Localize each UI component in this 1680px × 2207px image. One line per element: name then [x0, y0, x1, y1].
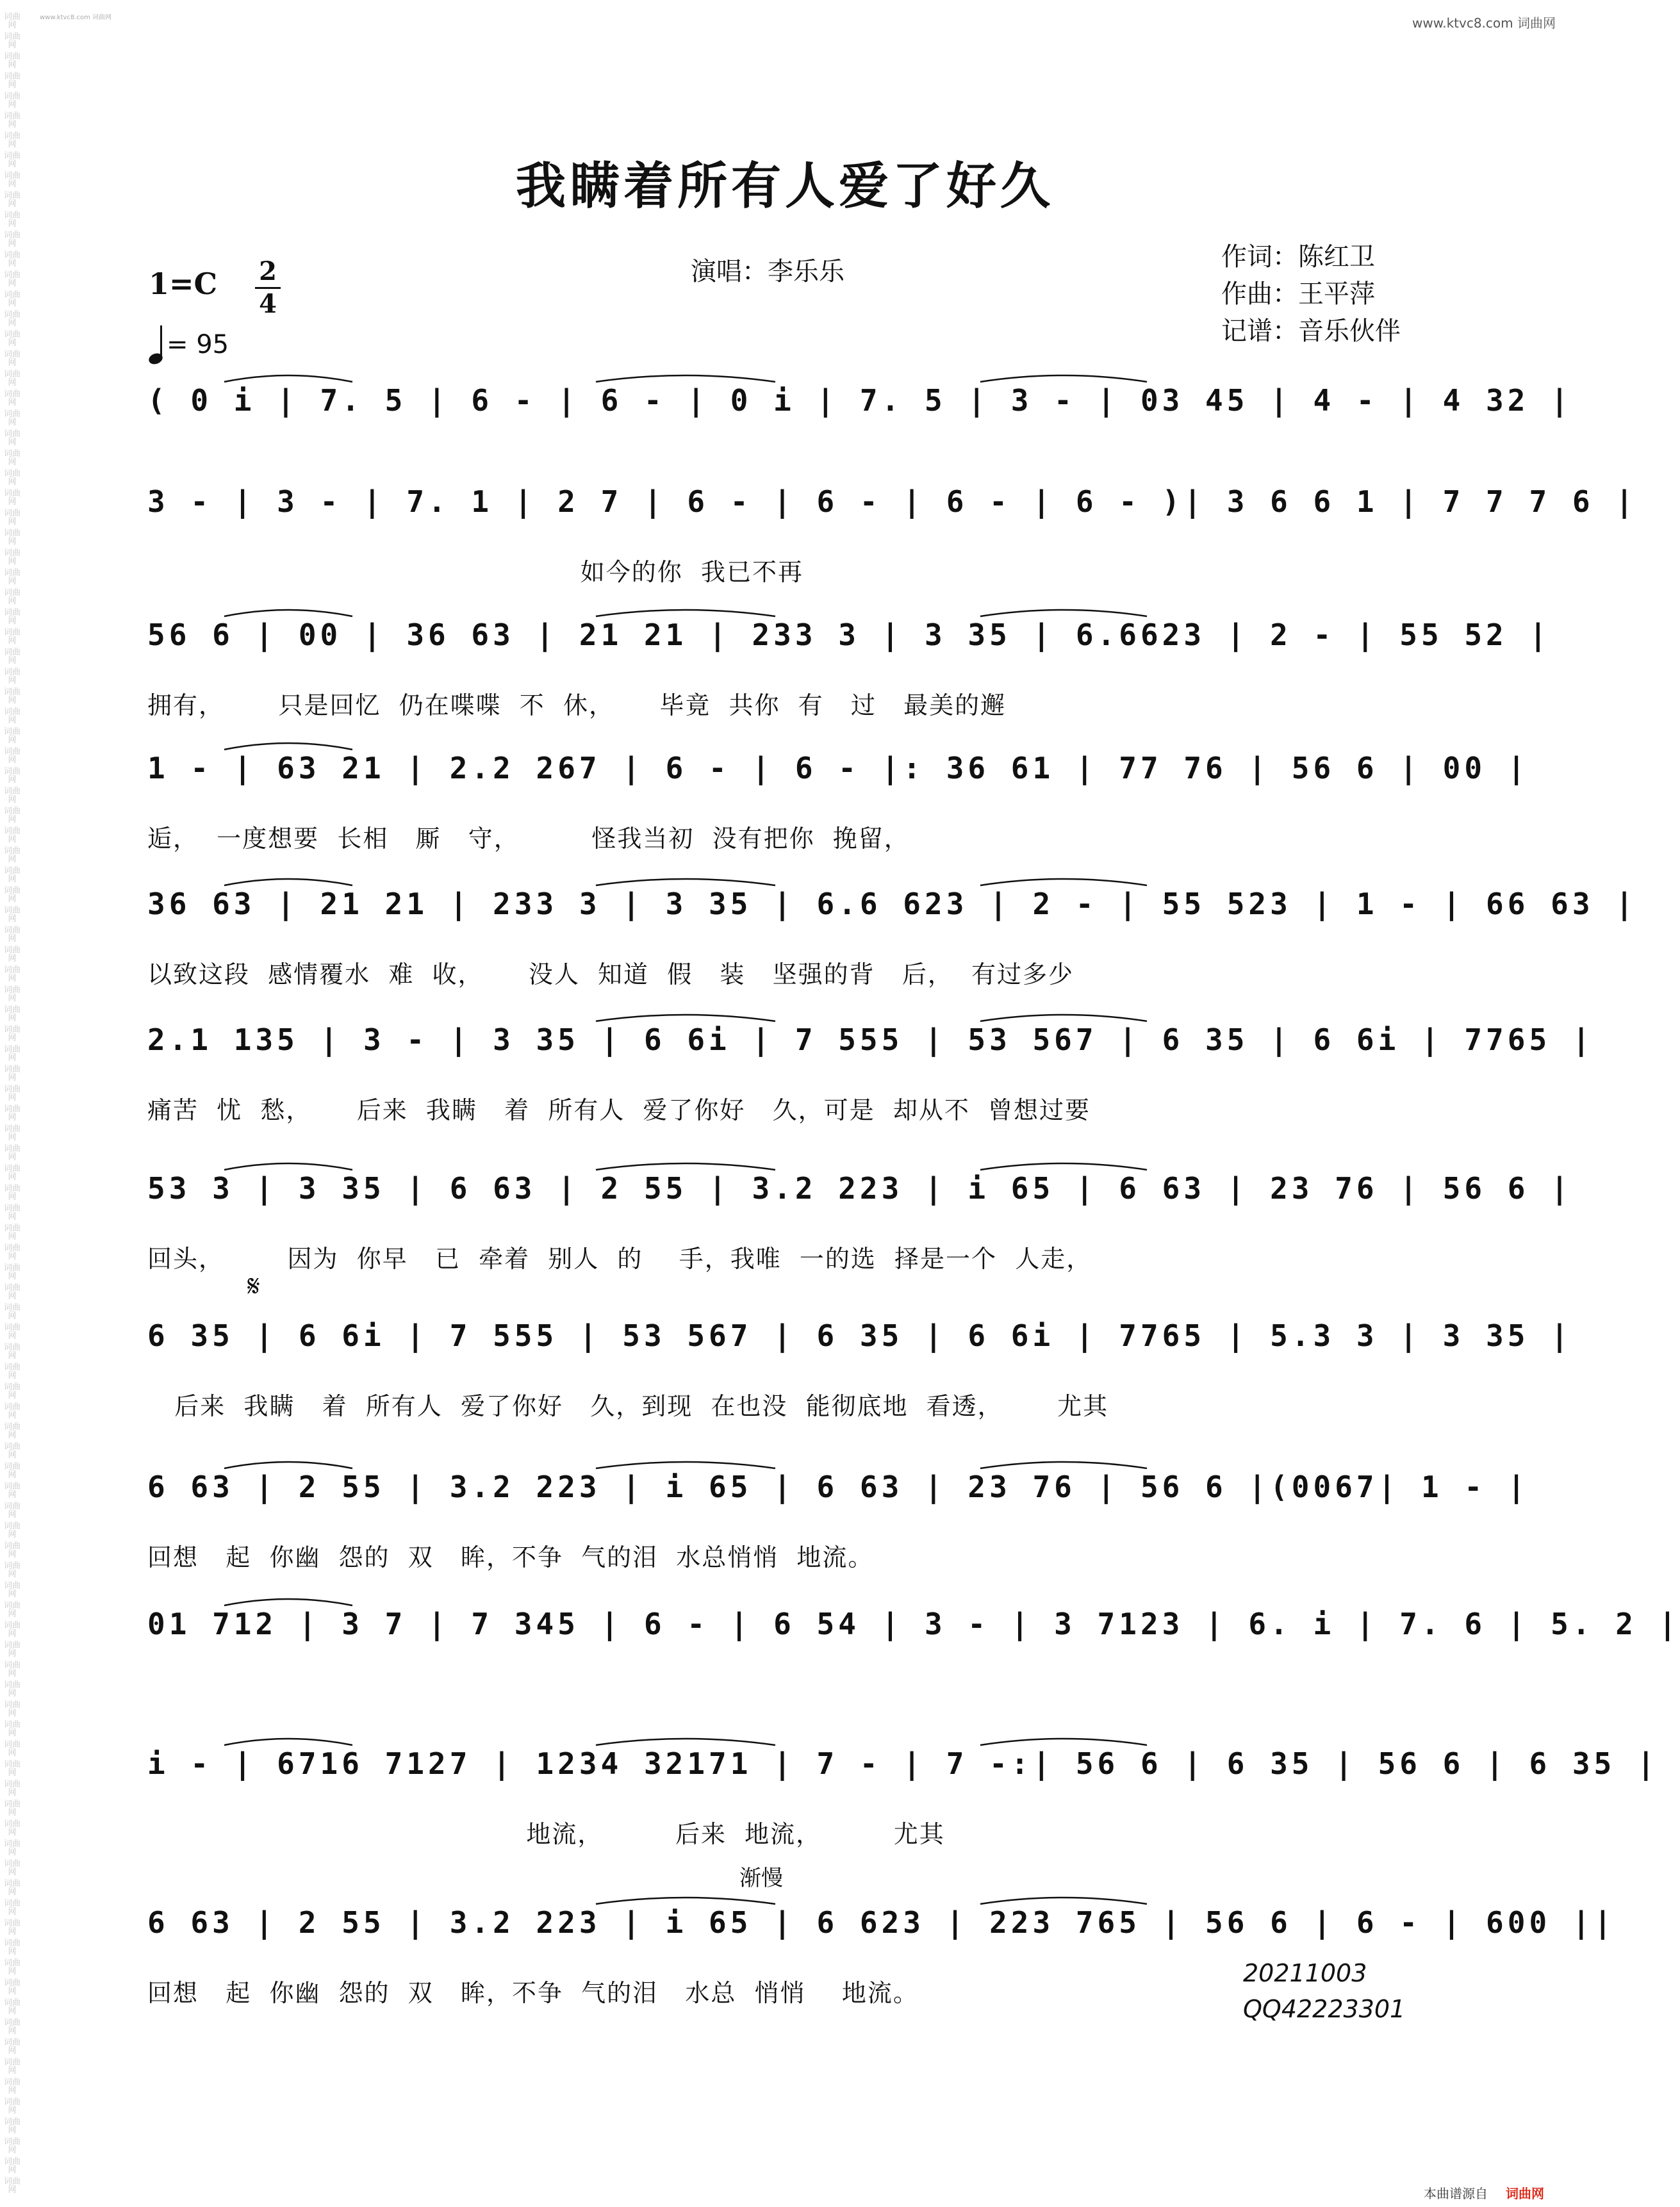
time-signature-bottom: 4 — [259, 289, 277, 319]
lyricist-credit: 作词：陈红卫 — [1221, 242, 1375, 272]
watermark-char: 词曲网 — [3, 946, 21, 964]
watermark-char: 词曲网 — [3, 1104, 21, 1122]
score-row — [147, 1900, 1616, 2028]
watermark-char: 词曲网 — [3, 807, 21, 825]
watermark-char: 词曲网 — [3, 131, 21, 149]
watermark-char: 词曲网 — [3, 1005, 21, 1023]
notation-line: 6 35 | 6 6i | 7 555 | 53 567 | 6 35 | 6 6i | 7765 | 5.3 3 | 3 35 | — [147, 1318, 1572, 1353]
watermark-char: 词曲网 — [3, 1402, 21, 1420]
score-row — [147, 882, 1637, 1010]
score-row — [147, 479, 1637, 607]
watermark-char: 词曲网 — [3, 787, 21, 805]
qq-stamp: QQ42223301 — [1243, 1995, 1406, 2023]
segno-sign: 𝄋 — [247, 1268, 260, 1303]
watermark-char: 词曲网 — [3, 846, 21, 864]
watermark-char: 词曲网 — [3, 1680, 21, 1698]
watermark-char: 词曲网 — [3, 2058, 21, 2076]
watermark-char: 词曲网 — [3, 1482, 21, 1500]
watermark-char: 词曲网 — [3, 1720, 21, 1738]
header-url-left: www.ktvc8.com 词曲网 — [40, 14, 112, 21]
footer-brand: 词曲网 — [1506, 2186, 1544, 2201]
watermark-char: 词曲网 — [3, 548, 21, 566]
watermark-char: 词曲网 — [3, 1502, 21, 1520]
date-stamp-block — [1243, 1955, 1405, 2027]
watermark-char: 词曲网 — [3, 1382, 21, 1400]
watermark-char: 词曲网 — [3, 270, 21, 288]
watermark-char: 词曲网 — [3, 1919, 21, 1937]
watermark-char: 词曲网 — [3, 250, 21, 268]
watermark-char: 词曲网 — [3, 1124, 21, 1142]
watermark-char: 词曲网 — [3, 1025, 21, 1043]
watermark-char: 词曲网 — [3, 1780, 21, 1798]
watermark-char: 词曲网 — [3, 1204, 21, 1222]
score-row — [147, 1464, 1529, 1593]
credits-block — [1221, 238, 1401, 350]
watermark-char: 词曲网 — [3, 926, 21, 944]
notation-line: 36 63 | 21 21 | 233 3 | 3 35 | 6.6 623 | 2 - | 55 523 | 1 - | 66 63 | — [147, 887, 1637, 921]
quarter-note-icon — [149, 325, 161, 364]
composer-credit: 作曲：王平萍 — [1221, 279, 1375, 309]
watermark-char: 词曲网 — [3, 1899, 21, 1917]
notation-line: 6 63 | 2 55 | 3.2 223 | i 65 | 6 63 | 23 76 | 56 6 |(0067| 1 - | — [147, 1470, 1529, 1504]
watermark-char: 词曲网 — [3, 429, 21, 447]
watermark-char: 词曲网 — [3, 687, 21, 705]
watermark-char: 词曲网 — [3, 2157, 21, 2175]
notation-line: 2.1 135 | 3 - | 3 35 | 6 6i | 7 555 | 53 567 | 6 35 | 6 6i | 7765 | — [147, 1022, 1594, 1057]
watermark-char: 词曲网 — [3, 906, 21, 924]
key-signature: 1=C — [149, 267, 218, 301]
watermark-char: 词曲网 — [3, 72, 21, 90]
watermark-char: 词曲网 — [3, 767, 21, 785]
watermark-char: 词曲网 — [3, 171, 21, 189]
watermark-char: 词曲网 — [3, 727, 21, 745]
watermark-char: 词曲网 — [3, 588, 21, 606]
watermark-char: 词曲网 — [3, 826, 21, 844]
watermark-char: 词曲网 — [3, 1085, 21, 1103]
watermark-char: 词曲网 — [3, 668, 21, 685]
watermark-char: 词曲网 — [3, 211, 21, 229]
watermark-char: 词曲网 — [3, 1740, 21, 1758]
watermark-char: 词曲网 — [3, 32, 21, 50]
watermark-char: 词曲网 — [3, 310, 21, 328]
watermark-char: 词曲网 — [3, 1164, 21, 1182]
watermark-char: 词曲网 — [3, 350, 21, 368]
watermark-char: 词曲网 — [3, 1998, 21, 2016]
footer-source: 本曲谱源自 — [1424, 2186, 1488, 2201]
watermark-char: 词曲网 — [3, 1561, 21, 1579]
watermark-char: 词曲网 — [3, 1363, 21, 1381]
tempo-value: = 95 — [167, 330, 229, 359]
watermark-char: 词曲网 — [3, 390, 21, 407]
watermark-char: 词曲网 — [3, 111, 21, 129]
watermark-char: 词曲网 — [3, 489, 21, 507]
watermark-char: 词曲网 — [3, 648, 21, 666]
watermark-char: 词曲网 — [3, 1859, 21, 1877]
watermark-char: 词曲网 — [3, 1819, 21, 1837]
lyric-line: 痛苦 忧 愁， 后来 我瞒 着 所有人 爱了你好 久，可是 却从不 曾想过要 — [147, 1096, 1091, 1124]
watermark-char: 词曲网 — [3, 608, 21, 626]
watermark-char: 词曲网 — [3, 985, 21, 1003]
watermark-char: 词曲网 — [3, 1065, 21, 1083]
lyric-line: 拥有， 只是回忆 仍在喋喋 不 休， 毕竟 共你 有 过 最美的邂 — [147, 691, 1007, 719]
transcriber-credit: 记谱：音乐伙伴 — [1221, 316, 1401, 346]
watermark-char: 词曲网 — [3, 12, 21, 30]
watermark-char: 词曲网 — [3, 1939, 21, 1957]
lyric-line: 后来 我瞒 着 所有人 爱了你好 久，到现 在也没 能彻底地 看透， 尤其 — [147, 1392, 1109, 1420]
header-url-right: www.ktvc8.com 词曲网 — [1412, 15, 1556, 31]
watermark-char: 词曲网 — [3, 628, 21, 646]
watermark-char: 词曲网 — [3, 886, 21, 904]
score-row — [147, 1313, 1572, 1441]
watermark-char: 词曲网 — [3, 290, 21, 308]
watermark-char: 词曲网 — [3, 866, 21, 884]
footer — [1424, 2183, 1544, 2202]
watermark-char: 词曲网 — [3, 1601, 21, 1619]
watermark-char: 词曲网 — [3, 370, 21, 388]
notation-line: i - | 6716 7127 | 1234 32171 | 7 - | 7 -:| 56 6 | 6 35 | 56 6 | 6 35 | — [147, 1746, 1659, 1781]
watermark-char: 词曲网 — [3, 1442, 21, 1460]
lyric-line: 回想 起 你幽 怨的 双 眸，不争 气的泪 水总悄悄 地流。 — [147, 1543, 874, 1571]
watermark-char: 词曲网 — [3, 2018, 21, 2036]
lyric-line: 以致这段 感情覆水 难 收， 没人 知道 假 装 坚强的背 后， 有过多少 — [147, 960, 1075, 989]
watermark-char: 词曲网 — [3, 1224, 21, 1242]
watermark-char: 词曲网 — [3, 1522, 21, 1539]
watermark-char: 词曲网 — [3, 529, 21, 546]
singer-credit: 演唱：李乐乐 — [691, 257, 844, 286]
watermark-char: 词曲网 — [3, 469, 21, 487]
ritardando-marking: 渐慢 — [739, 1866, 783, 1891]
watermark-char: 词曲网 — [3, 2117, 21, 2135]
watermark-char: 词曲网 — [3, 1283, 21, 1301]
watermark-char: 词曲网 — [3, 2078, 21, 2096]
notation-line: 3 - | 3 - | 7. 1 | 2 7 | 6 - | 6 - | 6 - | 6 - )| 3 6 6 1 | 7 7 7 6 | — [147, 484, 1637, 519]
watermark-char: 词曲网 — [3, 1700, 21, 1718]
watermark-char: 词曲网 — [3, 1184, 21, 1202]
watermark-char: 词曲网 — [3, 52, 21, 70]
watermark-char: 词曲网 — [3, 1462, 21, 1480]
watermark-char: 词曲网 — [3, 1581, 21, 1599]
notation-line: 01 712 | 3 7 | 7 345 | 6 - | 6 54 | 3 - | 3 7123 | 6. i | 7. 6 | 5. 2 | — [147, 1607, 1680, 1641]
score-row — [147, 1741, 1659, 1869]
watermark-char: 词曲网 — [3, 2137, 21, 2155]
watermark-char: 词曲网 — [3, 1978, 21, 1996]
lyric-line: 回头， 因为 你早 已 牵着 别人 的 手，我唯 一的选 择是一个 人走， — [147, 1245, 1092, 1273]
watermark-char: 词曲网 — [3, 409, 21, 427]
watermark-char: 词曲网 — [3, 747, 21, 765]
watermark-char: 词曲网 — [3, 1839, 21, 1857]
watermark-char: 词曲网 — [3, 1323, 21, 1341]
watermark-char: 词曲网 — [3, 231, 21, 249]
watermark-char: 词曲网 — [3, 707, 21, 725]
watermark-char: 词曲网 — [3, 1263, 21, 1281]
watermark-char: 词曲网 — [3, 1243, 21, 1261]
song-title: 我瞒着所有人爱了好久 — [515, 157, 1054, 215]
time-signature-top: 2 — [259, 256, 277, 286]
watermark-char: 词曲网 — [3, 449, 21, 467]
watermark-char: 词曲网 — [3, 2038, 21, 2056]
notation-line: 56 6 | 00 | 36 63 | 21 21 | 233 3 | 3 35 | 6.6623 | 2 - | 55 52 | — [147, 618, 1551, 652]
watermark-char: 词曲网 — [3, 965, 21, 983]
watermark-char: 词曲网 — [3, 191, 21, 209]
watermark-char: 词曲网 — [3, 1541, 21, 1559]
date-stamp: 20211003 — [1243, 1959, 1367, 1987]
watermark-char: 词曲网 — [3, 509, 21, 527]
notation-line: 6 63 | 2 55 | 3.2 223 | i 65 | 6 623 | 223 765 | 56 6 | 6 - | 600 || — [147, 1905, 1616, 1940]
lyric-line: 逅， 一度想要 长相 厮 守， 怪我当初 没有把你 挽留， — [147, 825, 910, 853]
lyric-line: 地流， 后来 地流， 尤其 — [147, 1820, 945, 1848]
notation-line: ( 0 i | 7. 5 | 6 - | 6 - | 0 i | 7. 5 | 3 - | 03 45 | 4 - | 4 32 | — [147, 383, 1572, 418]
watermark-char: 词曲网 — [3, 151, 21, 169]
watermark-char: 词曲网 — [3, 1760, 21, 1778]
watermark-char: 词曲网 — [3, 1958, 21, 1976]
score-row — [147, 746, 1529, 874]
lyric-line: 如今的你 我已不再 — [147, 558, 803, 586]
score-row — [147, 1017, 1594, 1145]
tempo-marking — [149, 325, 229, 364]
notation-line: 1 - | 63 21 | 2.2 267 | 6 - | 6 - |: 36 61 | 77 76 | 56 6 | 00 | — [147, 751, 1529, 785]
watermark-char: 词曲网 — [3, 2177, 21, 2195]
notation-line: 53 3 | 3 35 | 6 63 | 2 55 | 3.2 223 | i 65 | 6 63 | 23 76 | 56 6 | — [147, 1171, 1572, 1206]
watermark-char: 词曲网 — [3, 1879, 21, 1897]
watermark-char: 词曲网 — [3, 92, 21, 110]
watermark-char: 词曲网 — [3, 1343, 21, 1361]
score-row — [147, 1166, 1572, 1294]
watermark-char: 词曲网 — [3, 1800, 21, 1817]
watermark-char: 词曲网 — [3, 1661, 21, 1678]
watermark-char: 词曲网 — [3, 1422, 21, 1440]
watermark-char: 词曲网 — [3, 1621, 21, 1639]
score-row — [147, 1602, 1680, 1730]
watermark-char: 词曲网 — [3, 1303, 21, 1321]
time-signature — [255, 258, 281, 318]
watermark-sidebar — [3, 0, 22, 2207]
score-row — [147, 612, 1551, 741]
watermark-char: 词曲网 — [3, 1045, 21, 1063]
watermark-char: 词曲网 — [3, 1144, 21, 1162]
watermark-char: 词曲网 — [3, 330, 21, 348]
lyric-line: 回想 起 你幽 怨的 双 眸，不争 气的泪 水总 悄悄 地流。 — [147, 1979, 919, 2007]
watermark-char: 词曲网 — [3, 1641, 21, 1659]
watermark-char: 词曲网 — [3, 568, 21, 586]
watermark-char: 词曲网 — [3, 2097, 21, 2115]
